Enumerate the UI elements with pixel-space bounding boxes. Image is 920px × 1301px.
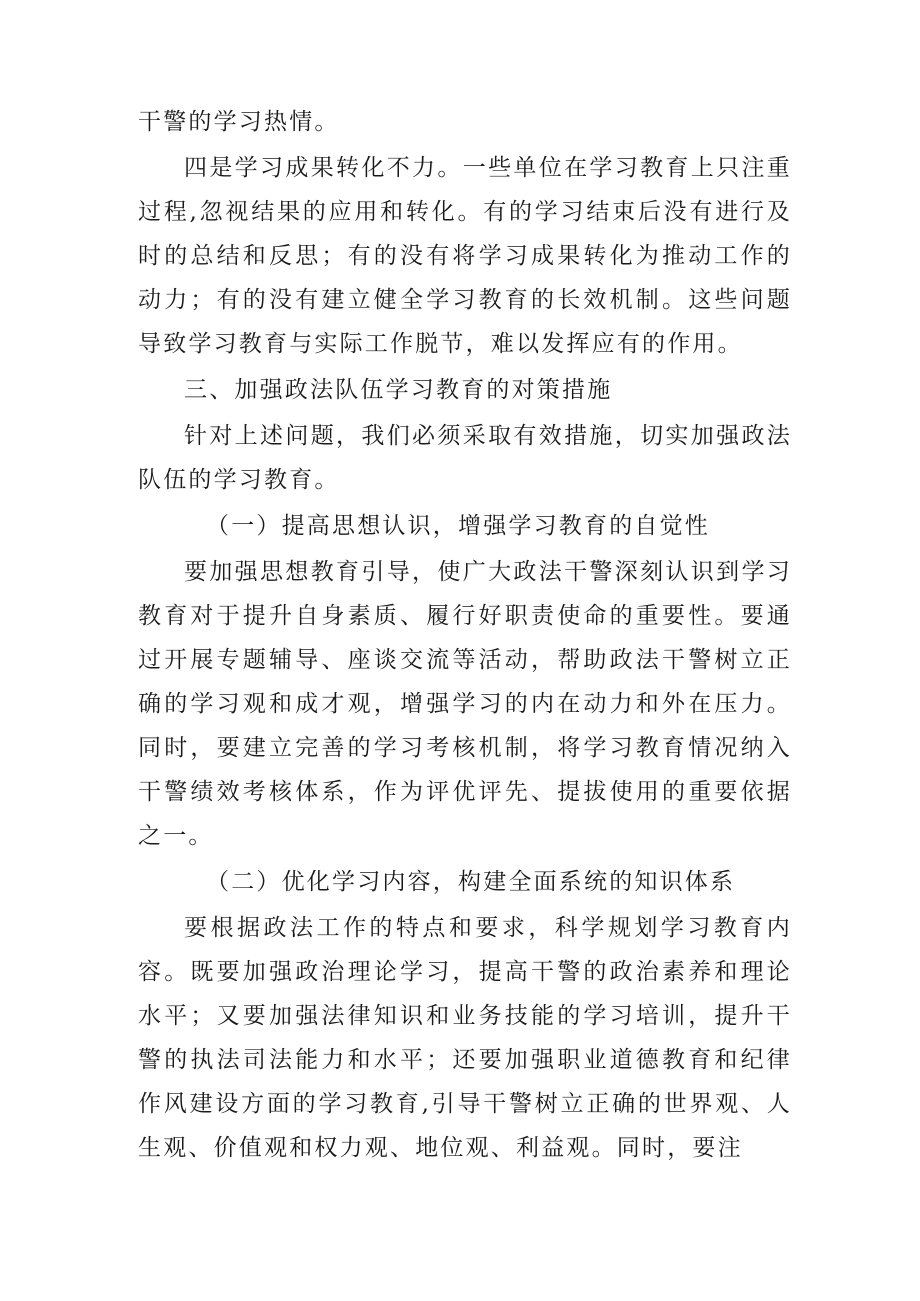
paragraph-content-measures: 要根据政法工作的特点和要求，科学规划学习教育内容。既要加强政治理论学习，提高干警的政治素养和理论水平；又要加强法律知识和业务技能的学习培训，提升干警的执法司法能力和水平；还要加强职业道德教育和纪律作风建设方面的学习教育,引导干警树立正确的世界观、人生观、价值观和权力观、地位观、利益观。同时，要注 (138, 915, 792, 1161)
subheading-improve-awareness: （一）提高思想认识，增强学习教育的自觉性 (206, 513, 710, 539)
document-body (138, 100, 792, 1170)
paragraph-continuation: 干警的学习热情。 (138, 109, 340, 135)
paragraph-fourth-problem: 四是学习成果转化不力。一些单位在学习教育上只注重过程,忽视结果的应用和转化。有的学习结束后没有进行及时的总结和反思；有的没有将学习成果转化为推动工作的动力；有的没有建立健全学习教育的长效机制。这些问题导致学习教育与实际工作脱节，难以发挥应有的作用。 (138, 155, 792, 357)
section-heading-countermeasures: 三、加强政法队伍学习教育的对策措施 (184, 377, 613, 403)
subheading-optimize-content: （二）优化学习内容，构建全面系统的知识体系 (206, 869, 736, 895)
paragraph-section-intro: 针对上述问题，我们必须采取有效措施，切实加强政法队伍的学习教育。 (138, 423, 792, 493)
paragraph-awareness-measures: 要加强思想教育引导，使广大政法干警深刻认识到学习教育对于提升自身素质、履行好职责使命的重要性。要通过开展专题辅导、座谈交流等活动，帮助政法干警树立正确的学习观和成才观，增强学习的内在动力和外在压力。同时，要建立完善的学习考核机制，将学习教育情况纳入干警绩效考核体系，作为评优评先、提拔使用的重要依据之一。 (138, 559, 792, 849)
